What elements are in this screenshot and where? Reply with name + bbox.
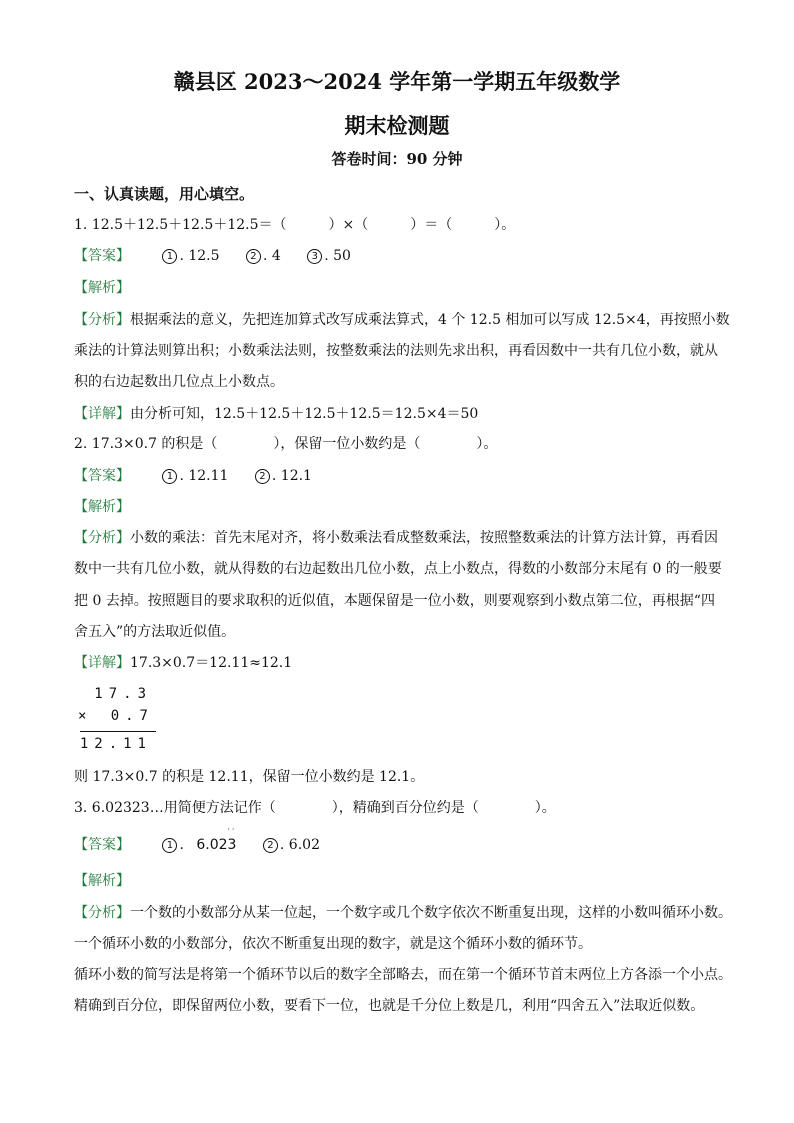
- q1-detail: 【详解】由分析可知，12.5＋12.5＋12.5＋12.5＝12.5×4＝50: [74, 406, 479, 422]
- q1-analysis-line-3: 积的右边起数出几位点上小数点。: [74, 374, 284, 390]
- answer-label: 【答案】: [74, 248, 130, 264]
- q2-answer-row: 【答案】 1 . 12.11 2 . 12.1: [74, 468, 312, 484]
- product: 12.11: [79, 736, 152, 752]
- vertical-multiplication: [74, 686, 164, 758]
- q2-detail: 【详解】17.3×0.7＝12.11≈12.1: [74, 655, 293, 671]
- q3-analysis-line-1: 【分析】一个数的小数部分从某一位起，一个数字或几个数字依次不断重复出现，这样的小数叫循环小数。: [74, 905, 732, 921]
- q2-analysis-line-4: 舍五入”的方法取近似值。: [74, 624, 236, 640]
- page-title: 赣县区 2023～2024 学年第一学期五年级数学: [173, 69, 621, 94]
- question-1: 1. 12.5＋12.5＋12.5＋12.5＝（ ）×（ ）＝（ ）。: [74, 217, 516, 233]
- q3-analysis-line-4: 精确到百分位，即保留两位小数，要看下一位，也就是千分位上数是几，利用“四舍五入”法取近似数。: [74, 998, 705, 1014]
- question-3: 3. 6.02323…用简便方法记作（ ），精确到百分位约是（ ）。: [74, 800, 556, 816]
- q3-answer-row: 【答案】 1 . 6.023 ·· 2 . 6.02: [74, 825, 320, 853]
- q3-answer-1: 1 . 6.023 ··: [162, 837, 236, 853]
- multiplier: 0.7: [110, 708, 154, 724]
- jiexi-label: 【解析】: [74, 280, 130, 296]
- q1-analysis-line-1: 【分析】根据乘法的意义，先把连加算式改写成乘法算式，4 个 12.5 相加可以写成 12.5×4，再按照小数: [74, 312, 730, 328]
- times-sign: ×: [78, 708, 87, 724]
- q1-answer-1: 1 . 12.5: [162, 248, 219, 264]
- repeating-decimal: 6.023 ··: [196, 825, 237, 853]
- result-line: [80, 731, 156, 732]
- q1-answer-row: [74, 245, 351, 265]
- q2-analysis-line-3: 把 0 去掉。按照题目的要求取积的近似值，本题保留是一位小数，则要观察到小数点第二位，再根据“四: [74, 593, 715, 609]
- q1-answer-2: 2 . 4: [246, 248, 281, 264]
- jiexi-label: 【解析】: [74, 873, 130, 889]
- question-2: 2. 17.3×0.7 的积是（ ），保留一位小数约是（ ）。: [74, 436, 498, 452]
- q3-analysis-line-2: 一个循环小数的小数部分，依次不断重复出现的数字，就是这个循环小数的循环节。: [74, 936, 592, 952]
- section-heading: 一、认真读题，用心填空。: [74, 185, 255, 203]
- multiplicand: 17.3: [94, 686, 152, 702]
- q2-analysis-line-1: 【分析】小数的乘法：首先末尾对齐，将小数乘法看成整数乘法，按照整数乘法的计算方法计算，再看因: [74, 530, 718, 546]
- page-title-2: 期末检测题: [344, 113, 450, 138]
- repeat-dots: ··: [227, 825, 237, 834]
- q3-answer-2: 2 . 6.02: [263, 837, 320, 853]
- time-note: 答卷时间：90 分钟: [331, 150, 463, 168]
- q1-answer-3: 3 . 50: [307, 248, 351, 264]
- q3-analysis-line-3: 循环小数的简写法是将第一个循环节以后的数字全部略去，而在第一个循环节首末两位上方各添一个小点。: [74, 967, 732, 983]
- q2-analysis-line-2: 数中一共有几位小数，就从得数的右边起数出几位小数，点上小数点，得数的小数部分末尾有 0 的一般要: [74, 561, 722, 577]
- q2-conclusion: 则 17.3×0.7 的积是 12.11，保留一位小数约是 12.1。: [74, 769, 425, 785]
- q2-answer-2: 2 . 12.1: [255, 468, 312, 484]
- jiexi-label: 【解析】: [74, 499, 130, 515]
- q1-analysis-line-2: 乘法的计算法则算出积；小数乘法法则，按整数乘法的法则先求出积，再看因数中一共有几位小数，就从: [74, 343, 718, 359]
- q2-answer-1: 1 . 12.11: [162, 468, 228, 484]
